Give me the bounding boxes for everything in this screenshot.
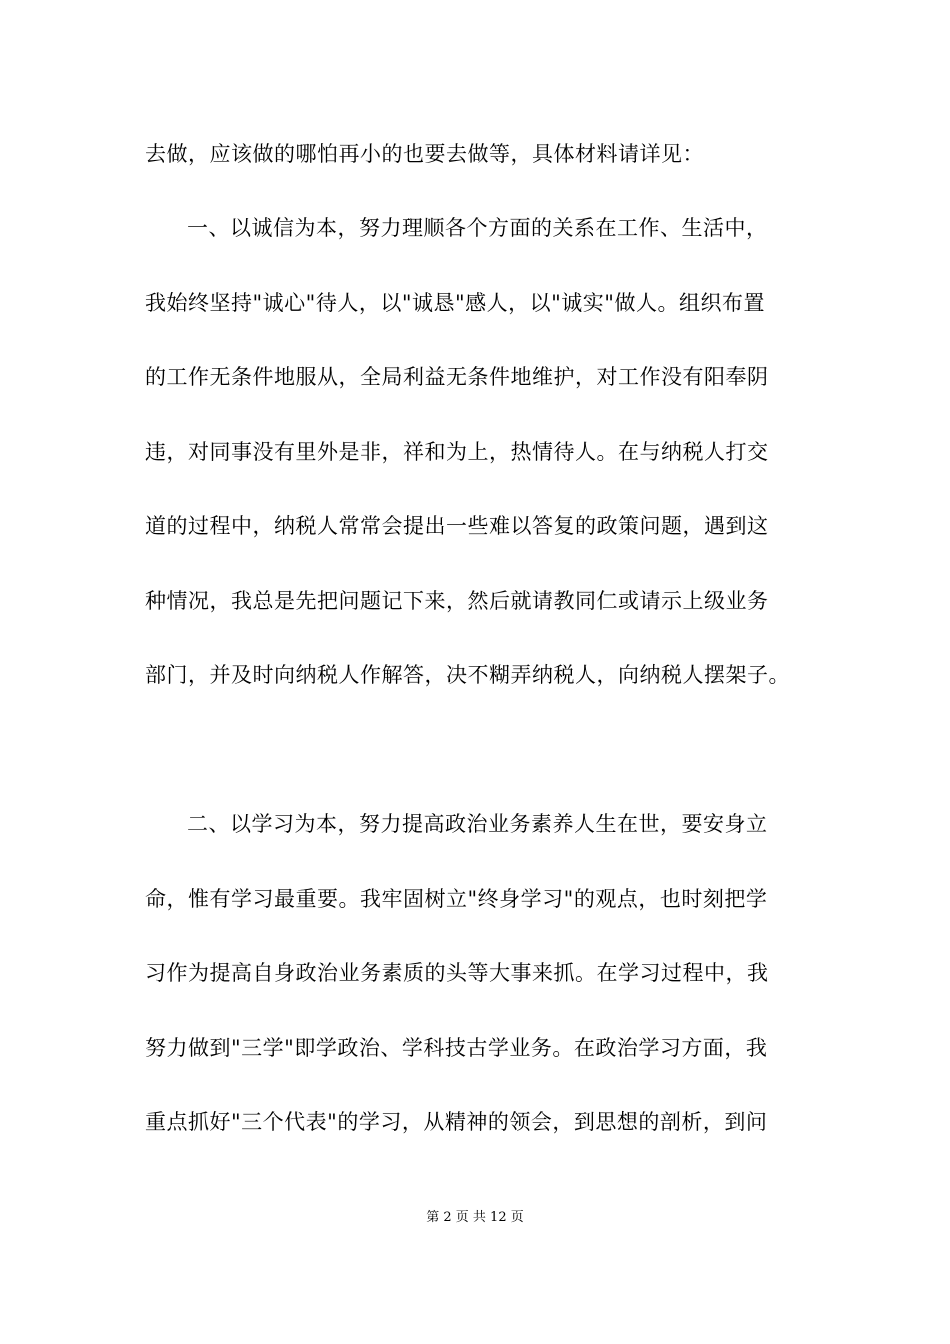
- body-text-line: 努力做到"三学"即学政治、学科技古学业务。在政治学习方面，我: [145, 1036, 768, 1060]
- body-text-line: 的工作无条件地服从，全局利益无条件地维护，对工作没有阳奉阴: [145, 365, 769, 389]
- body-text-line: 部门，并及时向纳税人作解答，决不糊弄纳税人，向纳税人摆架子。: [145, 663, 790, 687]
- body-text-line: 去做，应该做的哪怕再小的也要去做等，具体材料请详见：: [145, 142, 704, 166]
- body-text-line: 重点抓好"三个代表"的学习，从精神的领会，到思想的剖析，到问: [145, 1110, 768, 1134]
- body-text-line: 道的过程中，纳税人常常会提出一些难以答复的政策问题，遇到这: [145, 514, 769, 538]
- section-heading-line: 一、以诚信为本，努力理顺各个方面的关系在工作、生活中，: [187, 216, 768, 240]
- body-text-line: 种情况，我总是先把问题记下来，然后就请教同仁或请示上级业务: [145, 589, 769, 613]
- body-text-line: 违，对同事没有里外是非，祥和为上，热情待人。在与纳税人打交: [145, 440, 769, 464]
- body-text-line: 我始终坚持"诚心"待人，以"诚恳"感人，以"诚实"做人。组织布置: [145, 291, 765, 315]
- body-text-line: 命，惟有学习最重要。我牢固树立"终身学习"的观点，也时刻把学: [145, 887, 768, 911]
- body-text-line: 习作为提高自身政治业务素质的头等大事来抓。在学习过程中，我: [145, 961, 769, 985]
- page-number-footer: 第 2 页 共 12 页: [426, 1210, 524, 1225]
- section-heading-line: 二、以学习为本，努力提高政治业务素养人生在世，要安身立: [187, 812, 768, 836]
